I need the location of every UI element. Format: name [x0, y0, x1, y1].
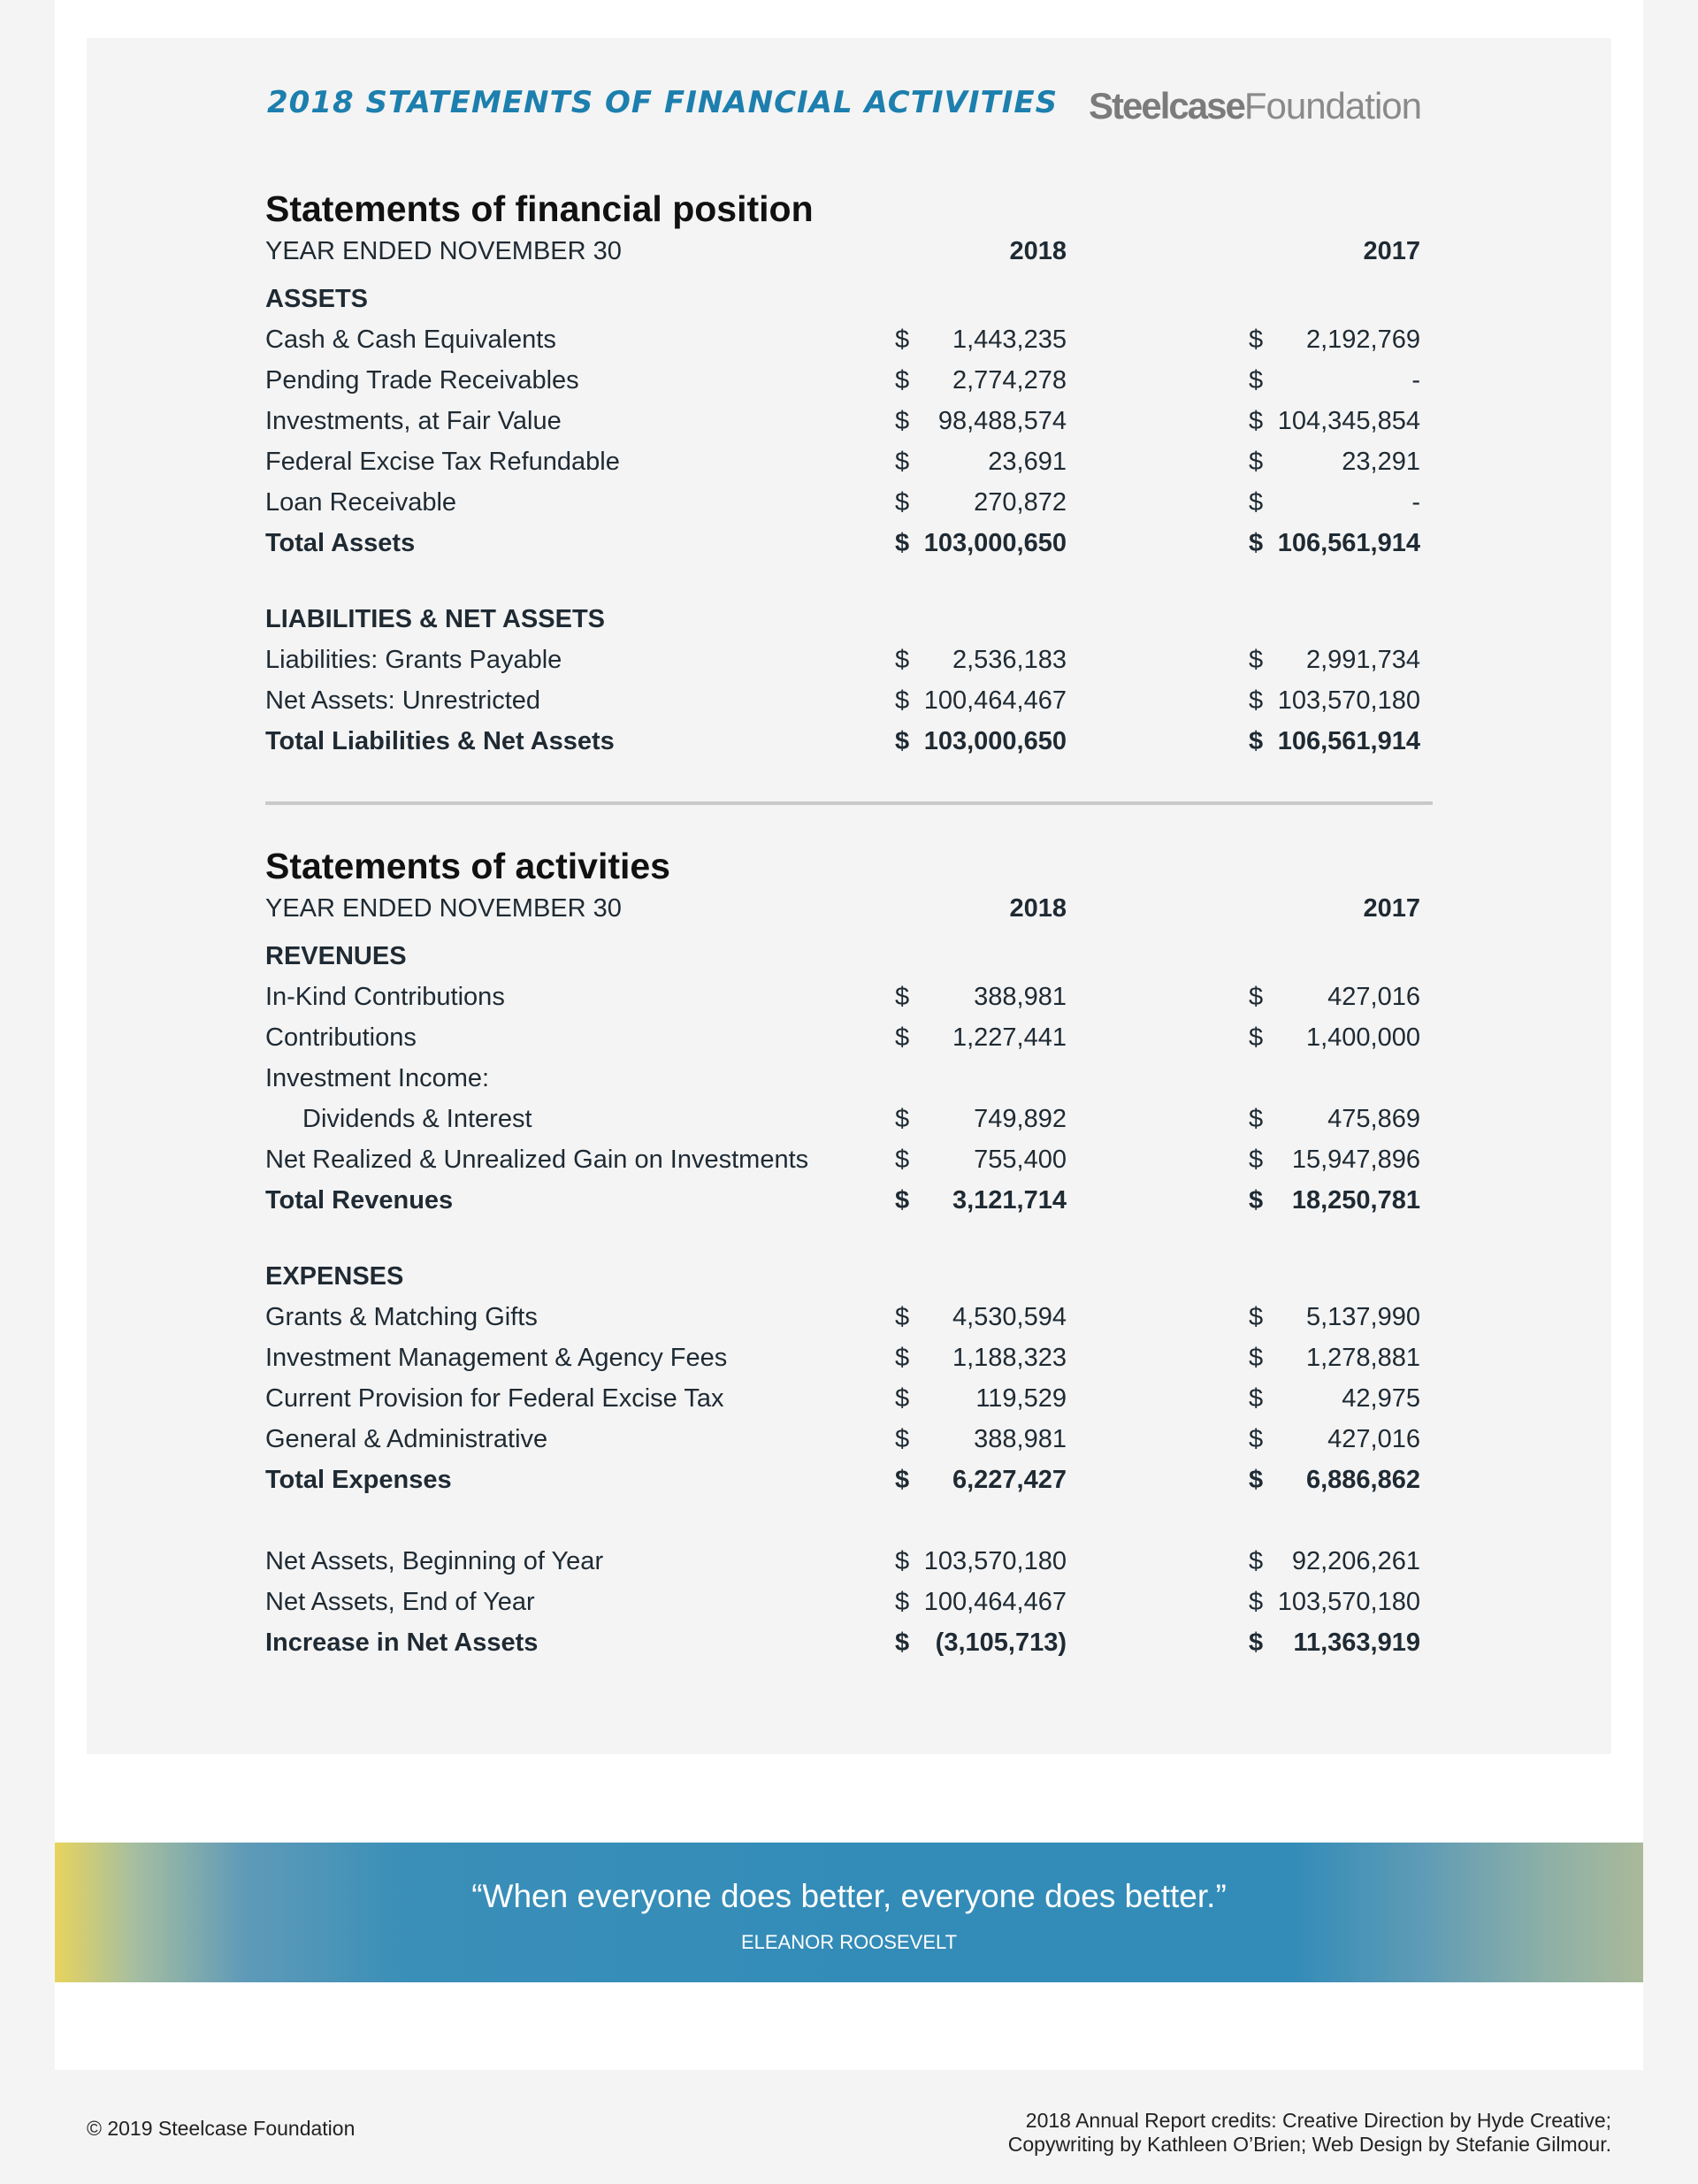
value-2018: 23,691: [988, 448, 1067, 476]
quote-banner: [55, 1843, 1643, 1982]
currency-2017: $: [1249, 1105, 1264, 1133]
currency-2018: $: [895, 1303, 910, 1331]
value-2018: 98,488,574: [937, 407, 1067, 435]
row-label: Net Assets: Unrestricted: [265, 686, 541, 715]
currency-2018: $: [895, 488, 910, 517]
table-row: [265, 1337, 1433, 1378]
currency-2017: $: [1249, 448, 1264, 476]
value-2017: 2,192,769: [1305, 326, 1420, 354]
row-label: Dividends & Interest: [302, 1105, 532, 1133]
revenues-heading: [265, 936, 1433, 977]
value-2018: 1,227,441: [952, 1023, 1067, 1052]
table-row: [265, 1297, 1433, 1337]
value-2018: 103,570,180: [923, 1547, 1067, 1575]
row-label: Net Realized & Unrealized Gain on Investments: [265, 1146, 809, 1174]
table-row: [265, 1541, 1433, 1582]
value-2017: 18,250,781: [1291, 1186, 1420, 1215]
row-label: Liabilities: Grants Payable: [265, 646, 562, 674]
logo-steelcase: Steelcase: [1089, 85, 1244, 126]
financial-position-year-header: [265, 231, 1433, 272]
quote-author: ELEANOR ROOSEVELT: [740, 1931, 958, 1953]
value-2017: 103,570,180: [1277, 686, 1420, 715]
total-expenses-row: [265, 1460, 1433, 1500]
table-row: [265, 360, 1433, 401]
currency-2017: $: [1249, 326, 1264, 354]
currency-2017: $: [1249, 1588, 1264, 1616]
value-2017: -: [1411, 366, 1420, 395]
currency-2017: $: [1249, 1146, 1264, 1174]
financial-position-title: Statements of financial position: [265, 188, 814, 229]
expenses-heading: [265, 1256, 1433, 1297]
value-2018: 270,872: [974, 488, 1067, 517]
value-2018: 6,227,427: [952, 1466, 1067, 1494]
activities-title: Statements of activities: [265, 846, 670, 886]
value-2018: 3,121,714: [952, 1186, 1067, 1215]
net-assets-rows: [265, 1541, 1433, 1622]
liabilities-rows: [265, 640, 1433, 721]
currency-2018: $: [895, 448, 910, 476]
expenses-rows: [265, 1297, 1433, 1460]
row-label: Grants & Matching Gifts: [265, 1303, 538, 1331]
financial-position-section: [265, 187, 1433, 762]
year-2018-header: 2018: [1009, 894, 1067, 923]
currency-2018: $: [895, 1023, 910, 1052]
row-label: Loan Receivable: [265, 488, 457, 517]
expenses-heading-label: EXPENSES: [265, 1262, 404, 1291]
table-row: [265, 1139, 1433, 1180]
value-2017: 104,345,854: [1277, 407, 1420, 435]
value-2017: 427,016: [1327, 1425, 1420, 1453]
value-2018: 100,464,467: [923, 1588, 1067, 1616]
value-2017: 42,975: [1342, 1384, 1420, 1413]
currency-2017: $: [1249, 686, 1264, 715]
row-label: Current Provision for Federal Excise Tax: [265, 1384, 724, 1413]
year-2018-header: 2018: [1009, 237, 1067, 265]
row-label: In-Kind Contributions: [265, 983, 505, 1011]
value-2017: 1,400,000: [1305, 1023, 1420, 1052]
currency-2018: $: [895, 1344, 910, 1372]
revenues-heading-label: REVENUES: [265, 942, 407, 970]
currency-2018: $: [895, 1425, 910, 1453]
table-row: [265, 1419, 1433, 1460]
currency-2017: $: [1249, 1466, 1264, 1494]
table-row: [265, 1099, 1433, 1139]
currency-2017: $: [1249, 1186, 1264, 1215]
year-2017-header: 2017: [1363, 894, 1420, 923]
currency-2018: $: [895, 366, 910, 395]
footer-copyright: © 2019 Steelcase Foundation: [87, 2117, 356, 2140]
currency-2018: $: [895, 686, 910, 715]
value-2018: 2,536,183: [952, 646, 1067, 674]
row-label: Investments, at Fair Value: [265, 407, 562, 435]
currency-2017: $: [1249, 529, 1264, 557]
table-row: [265, 680, 1433, 721]
value-2017: 5,137,990: [1305, 1303, 1420, 1331]
value-2018: 100,464,467: [923, 686, 1067, 715]
value-2018: 119,529: [975, 1384, 1067, 1413]
currency-2018: $: [895, 1105, 910, 1133]
currency-2018: $: [895, 1628, 910, 1657]
row-label: Net Assets, Beginning of Year: [265, 1547, 604, 1575]
table-row: [265, 1378, 1433, 1419]
currency-2017: $: [1249, 983, 1264, 1011]
row-label: Total Assets: [265, 529, 416, 557]
total-revenues-row: [265, 1180, 1433, 1221]
value-2017: 23,291: [1342, 448, 1420, 476]
currency-2018: $: [895, 1588, 910, 1616]
table-row: [265, 441, 1433, 482]
total-liabilities-row: [265, 721, 1433, 762]
activities-year-header: [265, 888, 1433, 929]
table-row: [265, 319, 1433, 360]
table-row: [265, 1017, 1433, 1058]
value-2017: 475,869: [1327, 1105, 1420, 1133]
table-row: [265, 1058, 1433, 1099]
currency-2018: $: [895, 646, 910, 674]
row-label: Federal Excise Tax Refundable: [265, 448, 620, 476]
currency-2017: $: [1249, 366, 1264, 395]
value-2018: (3,105,713): [935, 1628, 1067, 1657]
value-2017: 106,561,914: [1277, 727, 1420, 755]
currency-2018: $: [895, 1547, 910, 1575]
currency-2018: $: [895, 326, 910, 354]
value-2017: 15,947,896: [1291, 1146, 1420, 1174]
currency-2017: $: [1249, 1628, 1264, 1657]
value-2017: 103,570,180: [1277, 1588, 1420, 1616]
assets-rows: [265, 319, 1433, 523]
assets-heading-label: ASSETS: [265, 285, 369, 313]
table-row: [265, 977, 1433, 1017]
period-label: YEAR ENDED NOVEMBER 30: [265, 237, 622, 265]
value-2018: 755,400: [974, 1146, 1067, 1174]
currency-2018: $: [895, 1186, 910, 1215]
currency-2017: $: [1249, 727, 1264, 755]
row-label: Cash & Cash Equivalents: [265, 326, 556, 354]
value-2018: 4,530,594: [952, 1303, 1067, 1331]
increase-net-assets-row: [265, 1622, 1433, 1663]
value-2017: 2,991,734: [1305, 646, 1420, 674]
table-row: [265, 1582, 1433, 1622]
currency-2018: $: [895, 1146, 910, 1174]
value-2018: 2,774,278: [952, 366, 1067, 395]
footer-credits-line-2: Copywriting by Kathleen O’Brien; Web Design by Stefanie Gilmour.: [1007, 2133, 1611, 2156]
currency-2017: $: [1249, 646, 1264, 674]
currency-2018: $: [895, 1466, 910, 1494]
quote-text: “When everyone does better, everyone does better.”: [471, 1878, 1227, 1914]
value-2017: 427,016: [1327, 983, 1420, 1011]
value-2017: 92,206,261: [1291, 1547, 1420, 1575]
currency-2018: $: [895, 727, 910, 755]
table-row: [265, 482, 1433, 523]
value-2018: 103,000,650: [923, 529, 1067, 557]
row-label: Investment Management & Agency Fees: [265, 1344, 728, 1372]
value-2017: 11,363,919: [1293, 1628, 1420, 1657]
currency-2017: $: [1249, 1384, 1264, 1413]
activities-section: [265, 844, 1433, 1663]
value-2018: 388,981: [974, 1425, 1067, 1453]
value-2017: 106,561,914: [1277, 529, 1420, 557]
value-2017: 1,278,881: [1305, 1344, 1420, 1372]
row-label: Increase in Net Assets: [265, 1628, 539, 1657]
assets-heading: [265, 279, 1433, 319]
report-header: [267, 85, 1421, 129]
section-divider: [265, 801, 1433, 805]
table-row: [265, 640, 1433, 680]
total-assets-row: [265, 523, 1433, 563]
currency-2018: $: [895, 407, 910, 435]
row-label: Total Revenues: [265, 1186, 454, 1215]
row-label: Total Liabilities & Net Assets: [265, 727, 615, 755]
currency-2017: $: [1249, 407, 1264, 435]
row-label: Contributions: [265, 1023, 417, 1052]
row-label: General & Administrative: [265, 1425, 548, 1453]
logo-foundation: Foundation: [1243, 85, 1421, 126]
period-label: YEAR ENDED NOVEMBER 30: [265, 894, 622, 923]
currency-2018: $: [895, 1384, 910, 1413]
row-label: Pending Trade Receivables: [265, 366, 579, 395]
footer-credits-line-1: 2018 Annual Report credits: Creative Direction by Hyde Creative;: [1025, 2109, 1611, 2132]
footer-credits: [815, 2109, 1611, 2157]
currency-2018: $: [895, 529, 910, 557]
currency-2018: $: [895, 983, 910, 1011]
currency-2017: $: [1249, 1547, 1264, 1575]
row-label: Total Expenses: [265, 1466, 452, 1494]
year-2017-header: 2017: [1363, 237, 1420, 265]
report-title: 2018 STATEMENTS OF FINANCIAL ACTIVITIES: [267, 85, 1059, 120]
value-2018: 103,000,650: [923, 727, 1067, 755]
currency-2017: $: [1249, 488, 1264, 517]
liabilities-heading: [265, 599, 1433, 640]
row-label: Net Assets, End of Year: [265, 1588, 535, 1616]
value-2018: 388,981: [974, 983, 1067, 1011]
value-2017: 6,886,862: [1305, 1466, 1420, 1494]
table-row: [265, 401, 1433, 441]
row-label: Investment Income:: [265, 1064, 490, 1092]
value-2018: 749,892: [974, 1105, 1067, 1133]
currency-2017: $: [1249, 1344, 1264, 1372]
revenues-rows: [265, 977, 1433, 1180]
currency-2017: $: [1249, 1425, 1264, 1453]
currency-2017: $: [1249, 1303, 1264, 1331]
steelcase-foundation-logo: [1089, 85, 1421, 127]
value-2018: 1,188,323: [952, 1344, 1067, 1372]
value-2018: 1,443,235: [952, 326, 1067, 354]
value-2017: -: [1411, 488, 1420, 517]
liabilities-heading-label: LIABILITIES & NET ASSETS: [265, 605, 606, 633]
currency-2017: $: [1249, 1023, 1264, 1052]
